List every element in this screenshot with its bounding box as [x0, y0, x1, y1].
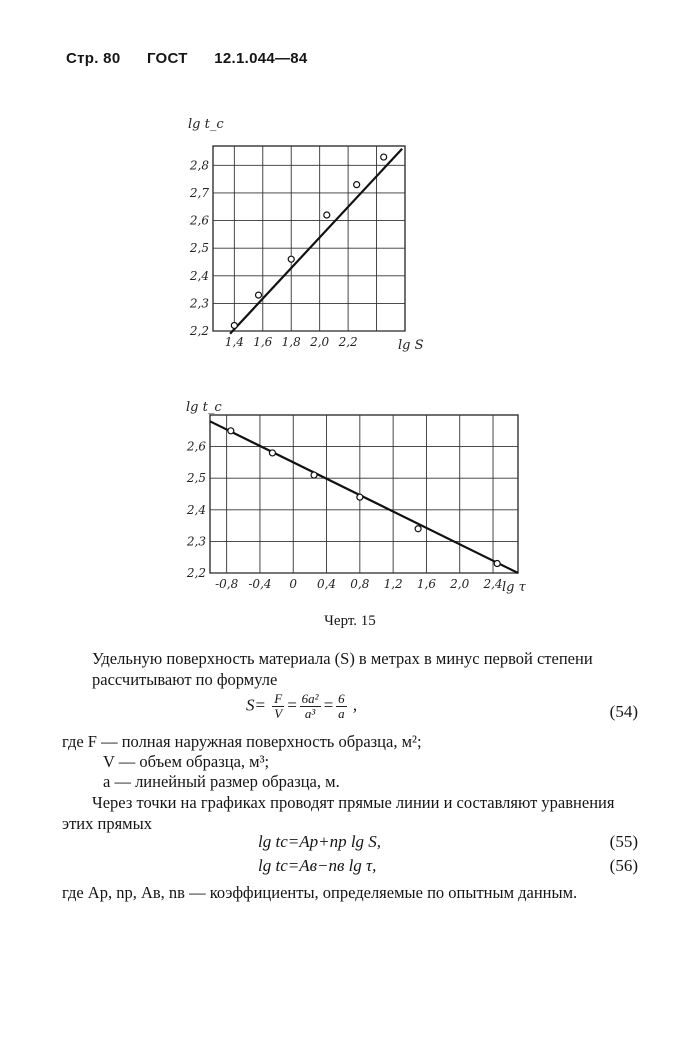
x-tick-label: 0,4 — [316, 577, 337, 591]
y-axis-label: lg t_c — [186, 400, 222, 415]
y-tick-label: 2,2 — [186, 566, 206, 580]
fraction-numerator: 6 — [338, 691, 345, 706]
data-point — [231, 322, 237, 328]
figure-caption: Черт. 15 — [324, 613, 376, 629]
x-tick-label: 1,4 — [224, 335, 244, 349]
equation-number-55: (55) — [609, 832, 638, 851]
intro-paragraph: Удельную поверхность материала (S) в метрах в минус первой степени рассчитывают по формуле — [92, 649, 593, 689]
fraction-6-a — [336, 692, 347, 721]
fraction-denominator: a³ — [304, 706, 316, 721]
y-tick-label: 2,3 — [186, 534, 206, 549]
page-number: Стр. 80 — [66, 50, 121, 67]
x-tick-label: 2,4 — [483, 577, 503, 591]
x-axis-label: lg S — [398, 338, 424, 353]
data-point — [324, 212, 330, 218]
x-tick-label: 1,2 — [383, 577, 403, 591]
x-tick-label: 2,0 — [310, 335, 330, 349]
data-point — [381, 154, 387, 160]
x-tick-label: -0,4 — [248, 577, 272, 591]
formula-54: S= $\frac{F}{V}$ = $\frac{\text{6a²}}{\text{a³}}$ = $\frac{6}{a}$ , — [246, 691, 358, 721]
data-point — [354, 182, 360, 188]
fraction-f-v — [272, 692, 284, 721]
coefficients-paragraph: где Aр, nр, Aв, nв — коэффициенты, определяемые по опытным данным. — [62, 883, 578, 902]
definition-a: a — линейный размер образца, м. — [103, 772, 340, 791]
formula-54-left: S= — [246, 695, 266, 715]
data-point — [269, 450, 275, 456]
x-tick-label: 1,8 — [281, 335, 301, 349]
formula-54-comma: , — [352, 695, 358, 715]
y-tick-label: 2,6 — [189, 213, 209, 228]
equation-number-54: (54) — [609, 702, 638, 721]
chart-lg-tc-vs-lg-tau — [180, 395, 540, 605]
fraction-denominator: V — [274, 706, 283, 721]
y-tick-label: 2,2 — [189, 324, 209, 338]
data-point — [288, 256, 294, 262]
standard-number: 12.1.044—84 — [214, 50, 308, 67]
page-header — [66, 50, 318, 67]
y-tick-label: 2,5 — [189, 241, 209, 256]
data-point — [415, 526, 421, 532]
x-tick-label: 1,6 — [253, 335, 273, 349]
y-tick-label: 2,4 — [189, 268, 209, 283]
fit-line — [210, 421, 518, 573]
x-tick-label: -0,8 — [215, 577, 239, 591]
data-point — [357, 494, 363, 500]
data-point — [311, 472, 317, 478]
data-point — [256, 292, 262, 298]
x-tick-label: 0,8 — [350, 577, 370, 591]
y-tick-label: 2,4 — [186, 502, 206, 517]
x-tick-label: 2,0 — [450, 577, 470, 591]
equation-number-56: (56) — [609, 856, 638, 875]
definition-v: V — объем образца, м³; — [103, 752, 270, 771]
x-axis-label: lg τ — [502, 580, 526, 595]
y-tick-label: 2,7 — [189, 185, 209, 200]
y-tick-label: 2,3 — [189, 296, 209, 311]
data-point — [228, 428, 234, 434]
formula-55: lg tс=Aр+nр lg S, — [258, 832, 382, 851]
x-tick-label: 1,6 — [416, 577, 436, 591]
fraction-numerator: 6a² — [301, 691, 319, 706]
y-tick-label: 2,5 — [186, 471, 206, 486]
standard-label: ГОСТ — [146, 50, 188, 67]
data-point — [494, 561, 500, 567]
y-tick-label: 2,8 — [189, 158, 209, 173]
definition-f: где F — полная наружная поверхность образца, м²; — [62, 732, 422, 751]
y-tick-label: 2,6 — [186, 439, 206, 454]
y-axis-label: lg t_c — [188, 117, 224, 132]
fraction-6a2-a3 — [300, 692, 321, 721]
lines-paragraph: Через точки на графиках проводят прямые линии и составляют уравнения этих прямых — [62, 793, 615, 833]
x-tick-label: 2,2 — [338, 335, 358, 349]
formula-56: lg tс=Aв−nв lg τ, — [258, 856, 377, 875]
chart-lg-tc-vs-lg-s — [180, 108, 440, 363]
fraction-numerator: F — [274, 691, 283, 706]
x-tick-label: 0 — [289, 577, 298, 591]
fraction-denominator: a — [338, 706, 345, 721]
